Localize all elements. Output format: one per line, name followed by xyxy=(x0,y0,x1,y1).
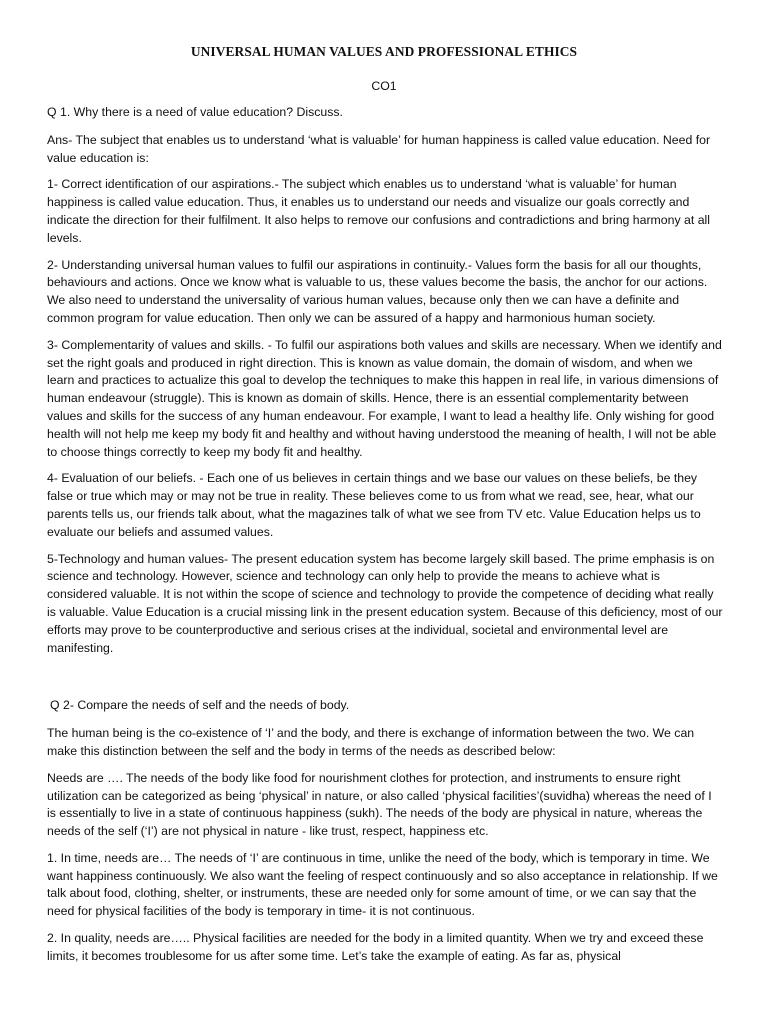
question-2-heading: Q 2- Compare the needs of self and the needs of body. xyxy=(50,698,350,713)
document-title: UNIVERSAL HUMAN VALUES AND PROFESSIONAL ETHICS xyxy=(190,44,578,59)
needs-paragraph: Needs are …. The needs of the body like food for nourishment clothes for protection, and instruments to ensure right utilization can be categorized as being ‘physical’ in nature, or also called ‘physical facilities’(suvidha) whereas the need of I is essentially to live in a state of continuous happiness (sukh). The needs of the body are physical in nature, whereas the needs of the self (‘I’) are not physical in nature - like trust, respect, happiness etc. xyxy=(47,770,712,839)
point-2-paragraph: 2- Understanding universal human values to fulfil our aspirations in continuity.- Values form the basis for all our thoughts, behaviours and actions. Once we know what is valuable to us, these values become the basis, the anchor for our actions. We also need to understand the universality of various human values, because only then we can have a definite and common program for value education. Then only we can be assured of a happy and harmonious human society. xyxy=(47,257,708,325)
course-outcome-label: CO1 xyxy=(371,79,397,93)
needs-in-quality-paragraph: 2. In quality, needs are….. Physical facilities are needed for the body in a limited quantity. When we try and exceed these limits, it becomes troublesome for us after some time. Let’s take the example of eating. As far as, physical xyxy=(47,931,704,963)
document-body xyxy=(47,104,723,975)
point-4-paragraph: 4- Evaluation of our beliefs. - Each one of us believes in certain things and we base our values on these beliefs, be they false or true which may or may not be true in reality. These believes come to us from what we read, see, hear, what our parents tells us, our friends talk about, what the magazines talk of what we see from TV etc. Value Education helps us to evaluate our beliefs and assumed values. xyxy=(47,471,701,539)
answer-intro-paragraph: Ans- The subject that enables us to understand ‘what is valuable’ for human happiness is called value education. Need for value education is: xyxy=(47,132,711,165)
point-5-paragraph: 5-Technology and human values- The present education system has become largely skill based. The prime emphasis is on science and technology. However, science and technology can only help to provide the means to achieve what is considered valuable. It is not within the scope of science and technology to provide the competence of deciding what really is valuable. Value Education is a crucial missing link in the present education system. Because of this deficiency, most of our efforts may prove to be counterproductive and serious crises at the individual, societal and environmental level are manifesting. xyxy=(47,551,723,655)
needs-in-time-paragraph: 1. In time, needs are… The needs of ‘I’ are continuous in time, unlike the need of the body, which is temporary in time. We want happiness continuously. We also want the feeling of respect continuously and so also acceptance in relationship. If we talk about food, clothing, shelter, or instruments, these are needed only for some amount of time, or we can say that the need for physical facilities of the body is temporary in time- it is not continuous. xyxy=(47,850,718,919)
q2-intro-paragraph: The human being is the co-existence of ‘I’ and the body, and there is exchange of information between the two. We can make this distinction between the self and the body in terms of the needs as described below: xyxy=(47,726,695,758)
point-1-paragraph: 1- Correct identification of our aspirations.- The subject which enables us to understand ‘what is valuable’ for human happiness is called value education. Thus, it enables us to understand our needs and visualize our goals correctly and indicate the direction for their fulfilment. It also helps to remove our confusions and contradictions and bring harmony at all levels. xyxy=(47,177,711,245)
point-3-paragraph: 3- Complementarity of values and skills. - To fulfil our aspirations both values and skills are necessary. When we identify and set the right goals and produced in right direction. This is known as value domain, the domain of wisdom, and when we learn and practices to actualize this goal to develop the techniques to make this happen in real life, in various dimensions of human endeavour (struggle). This is known as domain of skills. Hence, there is an essential complementarity between values and skills for the success of any human endeavour. For example, I want to lead a healthy life. Only wishing for good health will not help me keep my body fit and healthy and without having understood the meaning of health, I will not be able to choose things correctly to keep my body fit and healthy. xyxy=(47,337,722,459)
question-1-heading: Q 1. Why there is a need of value education? Discuss. xyxy=(47,105,343,119)
